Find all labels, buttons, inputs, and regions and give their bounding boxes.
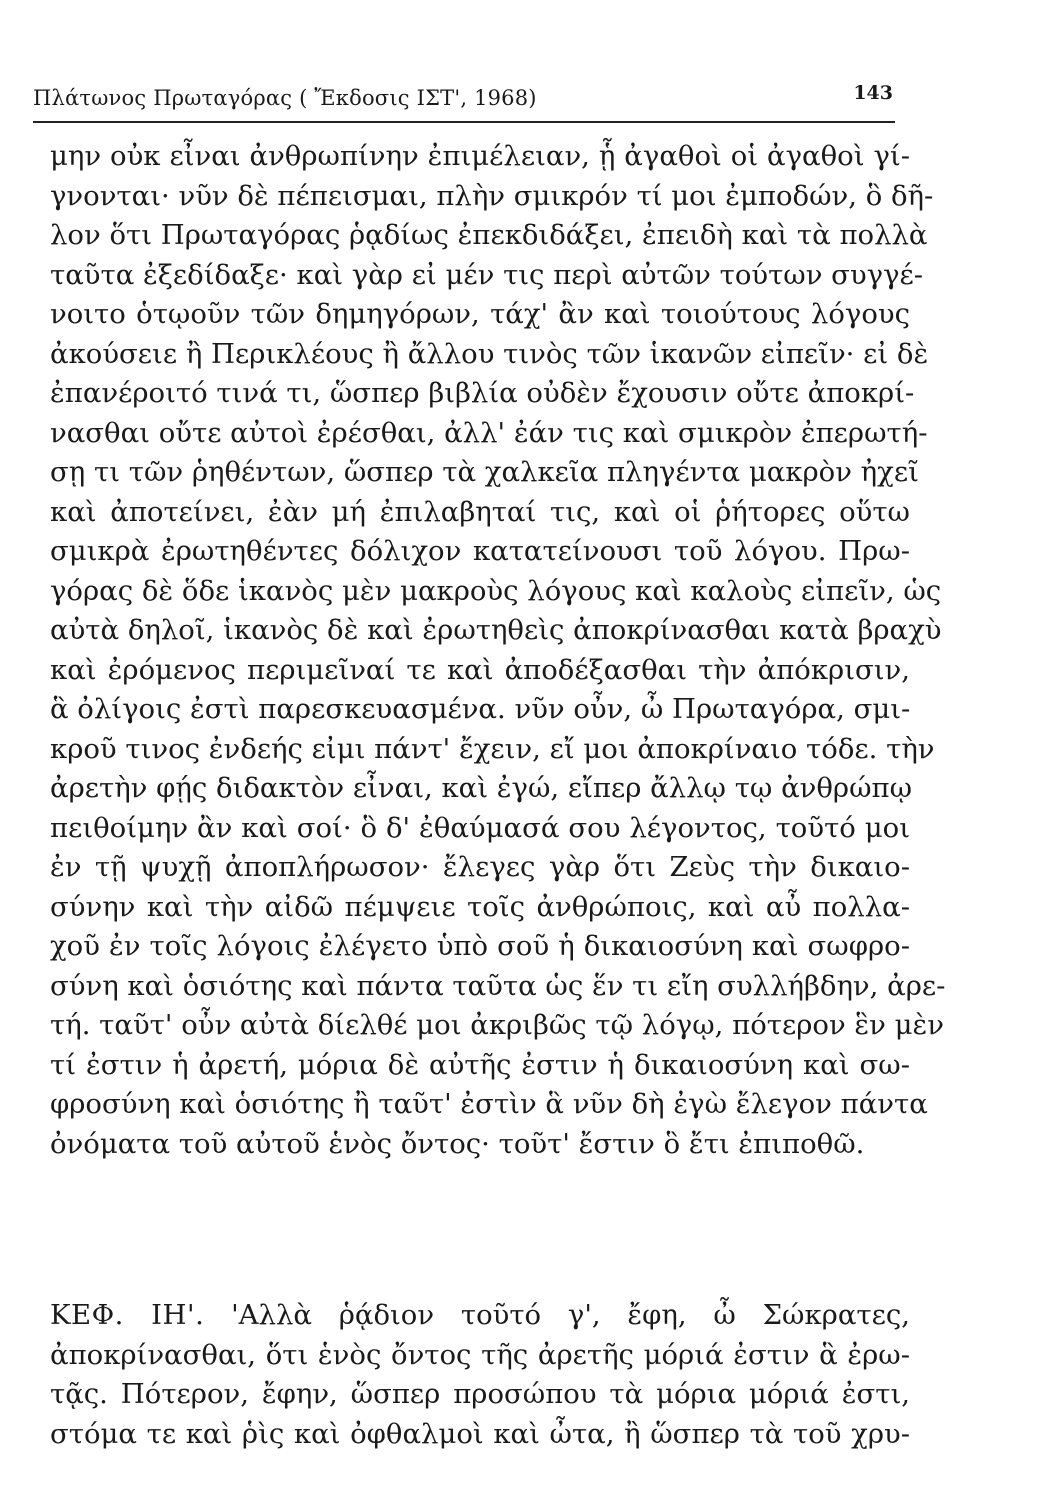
text-line: ἐπανέροιτό τινά τι, ὥσπερ βιβλία οὐδὲν ἔχουσιν οὔτε ἀποκρί- (50, 377, 915, 409)
text-line: νασθαι οὔτε αὐτοὶ ἐρέσθαι, ἀλλ' ἐάν τις καὶ σμικρὸν ἐπερωτή- (50, 416, 928, 449)
text-line: ἐν τῇ ψυχῇ ἀποπλήρωσον· ἔλεγες γὰρ ὅτι Ζεὺς τὴν δικαιο- (50, 851, 910, 883)
text-line: αὐτὰ δηλοῖ, ἱκανὸς δὲ καὶ ἐρωτηθεὶς ἀποκρίνασθαι κατὰ βραχὺ (50, 614, 942, 646)
text-line: σύνην καὶ τὴν αἰδῶ πέμψειε τοῖς ἀνθρώποις, καὶ αὖ πολλα- (50, 890, 910, 923)
paragraph-1 (50, 137, 946, 1164)
text-line: ἃ ὀλίγοις ἐστὶ παρεσκευασμένα. νῦν οὖν, ὦ Πρωταγόρα, σμι- (50, 693, 911, 725)
text-line: ἀκούσειε ἢ Περικλέους ἢ ἄλλου τινὸς τῶν ἱκανῶν εἰπεῖν· εἰ δὲ (50, 337, 929, 370)
text-line: ἀρετὴν φῄς διδακτὸν εἶναι, καὶ ἐγώ, εἴπερ ἄλλῳ τῳ ἀνθρώπῳ (50, 772, 913, 804)
text-line: ἀποκρίνασθαι, ὅτι ἑνὸς ὄντος τῆς ἀρετῆς μόριά ἐστιν ἃ ἐρω- (50, 1338, 910, 1371)
text-line: σῃ τι τῶν ῥηθέντων, ὥσπερ τὰ χαλκεῖα πληγέντα μακρὸν ἠχεῖ (50, 456, 919, 488)
text-line: καὶ ἐρόμενος περιμεῖναί τε καὶ ἀποδέξασθαι τὴν ἀπόκρισιν, (50, 653, 910, 686)
text-line: μην οὐκ εἶναι ἀνθρωπίνην ἐπιμέλειαν, ᾗ ἀγαθοὶ οἱ ἀγαθοὶ γί- (50, 140, 910, 172)
running-title: Πλάτωνος Πρωταγόρας ( Ἔκδοσις ΙΣΤ', 1968) (33, 86, 537, 110)
chapter-label: ΚΕΦ. ΙΗ'. (50, 1299, 205, 1331)
text-line: γόρας δὲ ὅδε ἱκανὸς μὲν μακροὺς λόγους καὶ καλοὺς εἰπεῖν, ὡς (50, 574, 942, 607)
text-line: νοιτο ὁτῳοῦν τῶν δημηγόρων, τάχ' ἂν καὶ τοιούτους λόγους (50, 298, 910, 330)
text-line: καὶ ἀποτείνει, ἐὰν μή ἐπιλαβηταί τις, καὶ οἱ ῥήτορες οὕτω (50, 495, 910, 528)
chapter-first-line-text: 'Αλλὰ ῥᾴδιον τοῦτό γ', ἔφη, ὦ Σώκρατες, (204, 1299, 910, 1331)
text-line: τᾷς. Πότερον, ἔφην, ὥσπερ προσώπου τὰ μόρια μόριά ἐστι, (50, 1378, 910, 1410)
text-line: πειθοίμην ἂν καὶ σοί· ὃ δ' ἐθαύμασά σου λέγοντος, τοῦτό μοι (50, 811, 910, 844)
text-line: λον ὅτι Πρωταγόρας ῥᾳδίως ἐπεκδιδάξει, ἐπειδὴ καὶ τὰ πολλὰ (50, 219, 928, 251)
text-line: σύνη καὶ ὁσιότης καὶ πάντα ταῦτα ὡς ἕν τι εἴη συλλήβδην, ἀρε- (50, 969, 946, 1002)
text-line: κροῦ τινος ἐνδεής εἰμι πάντ' ἔχειν, εἴ μοι ἀποκρίναιο τόδε. τὴν (50, 732, 935, 765)
text-line: τή. ταῦτ' οὖν αὐτὰ δίελθέ μοι ἀκριβῶς τῷ λόγῳ, πότερον ἓν μὲν (50, 1009, 944, 1041)
text-line: γνονται· νῦν δὲ πέπεισμαι, πλὴν σμικρόν τί μοι ἐμποδών, ὃ δῆ- (50, 179, 934, 212)
text-line (50, 1296, 910, 1336)
running-header (33, 82, 895, 116)
text-line: χοῦ ἐν τοῖς λόγοις ἐλέγετο ὑπὸ σοῦ ἡ δικαιοσύνη καὶ σωφρο- (50, 930, 910, 962)
text-line: ταῦτα ἐξεδίδαξε· καὶ γὰρ εἰ μέν τις περὶ αὐτῶν τούτων συγγέ- (50, 258, 924, 291)
header-rule (33, 121, 895, 123)
text-line: φροσύνη καὶ ὁσιότης ἢ ταῦτ' ἐστὶν ἃ νῦν δὴ ἐγὼ ἔλεγον πάντα (50, 1088, 928, 1120)
text-line: ὀνόματα τοῦ αὐτοῦ ἑνὸς ὄντος· τοῦτ' ἔστιν ὃ ἔτι ἐπιποθῶ. (50, 1127, 865, 1160)
text-line: σμικρὰ ἐρωτηθέντες δόλιχον κατατείνουσι τοῦ λόγου. Πρω- (50, 535, 910, 567)
chapter-section (50, 1296, 910, 1454)
page-number: 143 (853, 82, 893, 104)
text-line: στόμα τε καὶ ῥὶς καὶ ὀφθαλμοὶ καὶ ὦτα, ἢ ὥσπερ τὰ τοῦ χρυ- (50, 1417, 910, 1450)
text-line: τί ἐστιν ἡ ἀρετή, μόρια δὲ αὐτῆς ἐστιν ἡ δικαιοσύνη καὶ σω- (50, 1048, 910, 1081)
